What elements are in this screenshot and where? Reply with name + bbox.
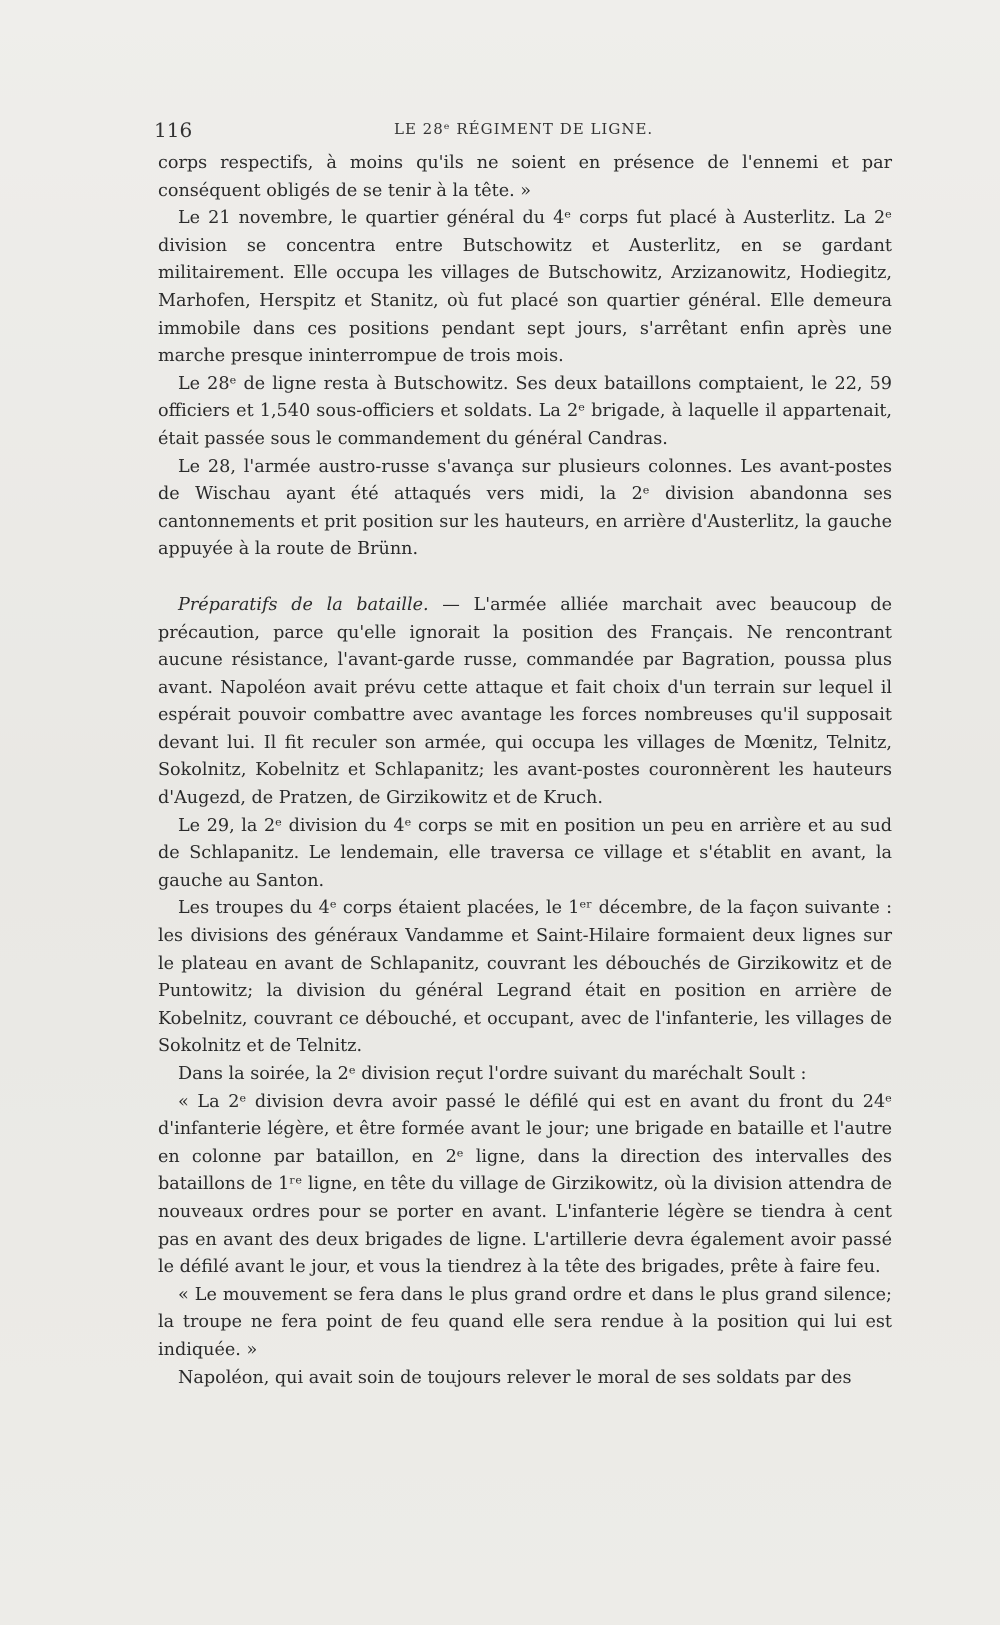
paragraph: Le 28ᵉ de ligne resta à Butschowitz. Ses deux bataillons comptaient, le 22, 59 officiers et 1,540 sous-officiers et soldats. La 2ᵉ brigade, à laquelle il appartenait, était passée sous le commandement du général Candras. xyxy=(158,373,892,449)
section-gap xyxy=(158,564,892,592)
paragraph: Napoléon, qui avait soin de toujours relever le moral de ses soldats par des xyxy=(178,1367,852,1388)
paragraph: Le 29, la 2ᵉ division du 4ᵉ corps se mit en position un peu en arrière et au sud de Schlapanitz. Le lendemain, elle traversa ce village et s'établit en avant, la gauche au Santon. xyxy=(158,815,892,891)
paragraph: Le 28, l'armée austro-russe s'avança sur plusieurs colonnes. Les avant-postes de Wischau ayant été attaqués vers midi, la 2ᵉ division abandonna ses cantonnements et prit position sur les hauteurs, en arrière d'Austerlitz, la gauche appuyée à la route de Brünn. xyxy=(158,456,892,560)
section-title: Préparatifs de la bataille. xyxy=(178,594,429,615)
section-text: — L'armée alliée marchait avec beaucoup de précaution, parce qu'elle ignorait la position des Français. Ne rencontrant aucune résistance, l'avant-garde russe, commandée par Bagration, poussa plus avant. Napoléon avait prévu cette attaque et fait choix d'un terrain sur lequel il espérait pouvoir combattre avec avantage les forces nombreuses qu'il supposait devant lui. Il fit reculer son armée, qui occupa les villages de Mœnitz, Telnitz, Sokolnitz, Kobelnitz et Schlapanitz; les avant-postes couronnèrent les hauteurs d'Augezd, de Pratzen, de Girzikowitz et de Kruch. xyxy=(158,594,892,809)
quoted-order: « La 2ᵉ division devra avoir passé le défilé qui est en avant du front du 24ᵉ d'infanterie légère, et être formée avant le jour; une brigade en bataille et l'autre en colonne par bataillon, en 2ᵉ ligne, dans la direction des intervalles des bataillons de 1ʳᵉ ligne, en tête du village de Girzikowitz, où la division attendra de nouveaux ordres pour se porter en avant. L'infanterie légère se tiendra à cent pas en avant des deux brigades de ligne. L'artillerie devra également avoir passé le défilé avant le jour, et vous la tiendrez à la tête des brigades, prête à faire feu. xyxy=(158,1091,892,1278)
page-body xyxy=(158,150,892,1392)
paragraph: Le 21 novembre, le quartier général du 4ᵉ corps fut placé à Austerlitz. La 2ᵉ division se concentra entre Butschowitz et Austerlitz, en se gardant militairement. Elle occupa les villages de Butschowitz, Arzizanowitz, Hodiegitz, Marhofen, Herspitz et Stanitz, où fut placé son quartier général. Elle demeura immobile dans ces positions pendant sept jours, s'arrêtant enfin après une marche presque ininterrompue de trois mois. xyxy=(158,208,892,367)
paragraph: corps respectifs, à moins qu'ils ne soient en présence de l'ennemi et par conséquent obligés de se tenir à la tête. » xyxy=(158,153,892,201)
paragraph: Les troupes du 4ᵉ corps étaient placées, le 1ᵉʳ décembre, de la façon suivante : les divisions des généraux Vandamme et Saint-Hilaire formaient deux lignes sur le plateau en avant de Schlapanitz, couvrant les débouchés de Girzikowitz et de Puntowitz; la division du général Legrand était en position en arrière de Kobelnitz, couvrant ce débouché, et occupant, avec de l'infanterie, les villages de Sokolnitz et de Telnitz. xyxy=(158,898,892,1057)
page-number: 116 xyxy=(154,118,193,142)
paragraph: Dans la soirée, la 2ᵉ division reçut l'ordre suivant du maréchalt Soult : xyxy=(178,1064,807,1084)
quoted-order: « Le mouvement se fera dans le plus grand ordre et dans le plus grand silence; la troupe ne fera point de feu quand elle sera rendue à la position qui lui est indiquée. » xyxy=(158,1284,892,1360)
section-paragraph xyxy=(158,592,892,813)
running-head: LE 28ᵉ RÉGIMENT DE LIGNE. xyxy=(394,120,654,138)
